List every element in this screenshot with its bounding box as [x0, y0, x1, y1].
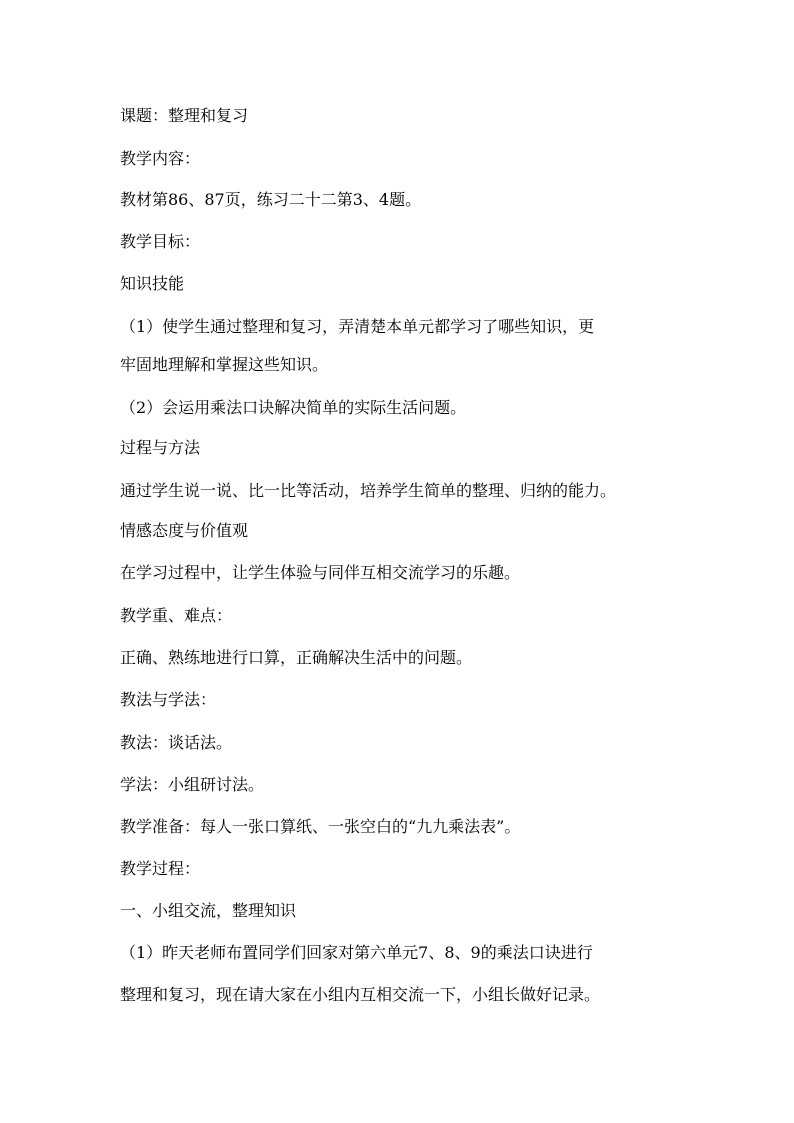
goal-2: （2）会运用乘法口诀解决简单的实际生活问题。 — [120, 398, 467, 417]
goal-1-line-1: （1）使学生通过整理和复习，弄清楚本单元都学习了哪些知识，更 — [120, 317, 595, 336]
learning-method: 学法：小组研讨法。 — [120, 775, 265, 794]
process-method-text: 通过学生说一说、比一比等活动，培养学生简单的整理、归纳的能力。 — [120, 481, 617, 500]
section-one-line-2: 整理和复习，现在请大家在小组内互相交流一下，小组长做好记录。 — [120, 985, 601, 1004]
key-difficult-points-heading: 教学重、难点： — [120, 606, 233, 625]
goal-1-line-2: 牢固地理解和掌握这些知识。 — [120, 355, 329, 374]
knowledge-skills-heading: 知识技能 — [120, 274, 185, 293]
teaching-method: 教法：谈话法。 — [120, 733, 233, 752]
section-one-line-1: （1）昨天老师布置同学们回家对第六单元7、8、9的乘法口诀进行 — [120, 943, 593, 962]
teaching-goals-heading: 教学目标： — [120, 232, 201, 251]
lesson-title: 课题：整理和复习 — [120, 106, 249, 125]
teaching-preparation: 教学准备：每人一张口算纸、一张空白的“九九乘法表”。 — [120, 817, 521, 836]
teaching-content-heading: 教学内容： — [120, 149, 201, 168]
attitude-values-text: 在学习过程中，让学生体验与同伴互相交流学习的乐趣。 — [120, 563, 521, 582]
teaching-process-heading: 教学过程： — [120, 859, 201, 878]
methods-heading: 教法与学法： — [120, 690, 217, 709]
section-one-heading: 一、小组交流，整理知识 — [120, 901, 297, 920]
attitude-values-heading: 情感态度与价值观 — [120, 521, 249, 540]
process-method-heading: 过程与方法 — [120, 438, 201, 457]
key-difficult-points-text: 正确、熟练地进行口算，正确解决生活中的问题。 — [120, 648, 473, 667]
teaching-content-text: 教材第86、87页，练习二十二第3、4题。 — [120, 190, 422, 209]
